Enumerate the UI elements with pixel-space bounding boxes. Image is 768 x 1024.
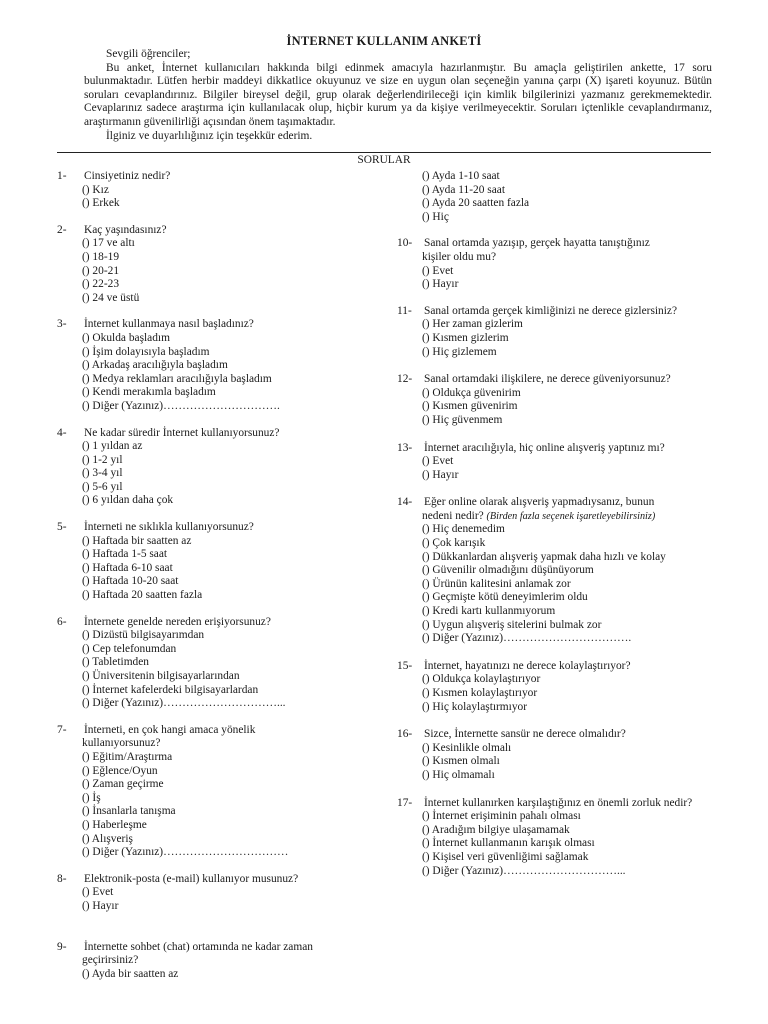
answer-option[interactable]: () 20-21 bbox=[82, 264, 120, 277]
question-text-continuation-label: geçirirsiniz? bbox=[82, 954, 139, 967]
answer-option[interactable]: () Diğer (Yazınız)…………………………... bbox=[422, 864, 626, 877]
question-number: 6- bbox=[57, 615, 67, 628]
answer-option[interactable]: () 5-6 yıl bbox=[82, 480, 123, 493]
intro-block bbox=[84, 48, 712, 143]
answer-option[interactable]: () Alışveriş bbox=[82, 832, 133, 845]
intro-greeting: Sevgili öğrenciler; bbox=[106, 48, 191, 60]
question-spacer bbox=[57, 914, 357, 941]
question-number: 8- bbox=[57, 872, 67, 885]
question-item bbox=[57, 724, 357, 860]
question-spacer bbox=[57, 211, 357, 224]
question-number: 9- bbox=[57, 940, 67, 953]
question-item bbox=[397, 728, 717, 782]
intro-thanks: İlginiz ve duyarlılığınız için teşekkür ederim. bbox=[106, 129, 313, 142]
question-text: İnterneti, en çok hangi amaca yönelik bbox=[84, 723, 256, 736]
answer-option[interactable]: () Haberleşme bbox=[82, 818, 147, 831]
answer-option[interactable]: () Aradığım bilgiye ulaşamamak bbox=[422, 823, 570, 836]
question-text: İnternet aracılığıyla, hiç online alışveriş yaptınız mı? bbox=[424, 441, 665, 454]
question-text-continuation bbox=[57, 737, 357, 751]
question-number: 3- bbox=[57, 318, 67, 331]
answer-option[interactable]: () İnternet kafelerdeki bilgisayarlardan bbox=[82, 683, 259, 696]
answer-option[interactable]: () Ayda 11-20 saat bbox=[422, 183, 505, 196]
question-spacer bbox=[57, 860, 357, 873]
question-item bbox=[57, 873, 357, 914]
question-number: 11- bbox=[397, 304, 412, 317]
question-text-continuation bbox=[397, 510, 717, 524]
question-item bbox=[397, 305, 717, 359]
answer-option[interactable]: () 1 yıldan az bbox=[82, 440, 143, 453]
question-header bbox=[57, 873, 357, 887]
question-text: Sanal ortamdaki ilişkilere, ne derece güveniyorsunuz? bbox=[424, 373, 671, 386]
answer-option[interactable]: () Haftada 1-5 saat bbox=[82, 548, 168, 561]
answer-option[interactable]: () Dizüstü bilgisayarımdan bbox=[82, 629, 205, 642]
question-text: İnternet, hayatınızı ne derece kolaylaştırıyor? bbox=[424, 659, 631, 672]
answer-option[interactable]: () Ayda bir saatten az bbox=[82, 967, 179, 980]
question-text: Sizce, İnternette sansür ne derece olmalıdır? bbox=[424, 728, 626, 741]
answer-option[interactable]: () Oldukça kolaylaştırıyor bbox=[422, 673, 541, 686]
question-text: Ne kadar süredir İnternet kullanıyorsunuz? bbox=[84, 426, 280, 439]
answer-option[interactable]: () Zaman geçirme bbox=[82, 778, 164, 791]
question-text: İnternette sohbet (chat) ortamında ne kadar zaman bbox=[84, 940, 313, 953]
question-spacer bbox=[397, 224, 717, 237]
answer-option[interactable]: () 3-4 yıl bbox=[82, 467, 123, 480]
answer-option[interactable]: () Diğer (Yazınız)…………………………... bbox=[82, 697, 286, 710]
answer-option[interactable]: () Hiç gizlemem bbox=[422, 345, 497, 358]
question-text: Eğer online olarak alışveriş yapmadıysanız, bunun bbox=[424, 496, 655, 509]
answer-option[interactable]: () Güvenilir olmadığını düşünüyorum bbox=[422, 564, 594, 577]
answer-option[interactable]: () Kişisel veri güvenliğimi sağlamak bbox=[422, 850, 589, 863]
question-header bbox=[57, 170, 357, 184]
question-text: İnternet kullanırken karşılaştığınız en önemli zorluk nedir? bbox=[424, 796, 693, 809]
answer-option[interactable]: () Hayır bbox=[82, 899, 119, 912]
answer-option[interactable]: () Üniversitenin bilgisayarlarından bbox=[82, 670, 240, 682]
left-question-column bbox=[57, 170, 357, 981]
answer-option[interactable]: () Hiç olmamalı bbox=[422, 768, 495, 781]
question-text-continuation bbox=[57, 954, 357, 968]
question-header bbox=[397, 373, 717, 387]
question-item bbox=[397, 373, 717, 427]
answer-option[interactable]: () Eğitim/Araştırma bbox=[82, 750, 173, 763]
answer-option[interactable]: () Hiç bbox=[422, 210, 449, 223]
question-text: Sanal ortamda gerçek kimliğinizi ne derece gizlersiniz? bbox=[424, 304, 678, 317]
section-divider bbox=[57, 152, 711, 153]
answer-option[interactable]: () İnsanlarla tanışma bbox=[82, 805, 176, 818]
question-text: Cinsiyetiniz nedir? bbox=[84, 170, 171, 182]
answer-option[interactable]: () İnternet erişiminin pahalı olması bbox=[422, 810, 581, 823]
answer-option[interactable]: () Geçmişte kötü deneyimlerim oldu bbox=[422, 591, 588, 604]
question-number: 1- bbox=[57, 170, 67, 182]
question-spacer bbox=[57, 414, 357, 427]
answer-option[interactable]: () Hayır bbox=[422, 468, 459, 481]
question-text: Sanal ortamda yazışıp, gerçek hayatta tanıştığınız bbox=[424, 237, 650, 250]
question-header bbox=[57, 224, 357, 238]
answer-option[interactable]: () İş bbox=[82, 791, 101, 804]
question-header bbox=[397, 660, 717, 674]
question-item bbox=[57, 427, 357, 509]
page-title: İNTERNET KULLANIM ANKETİ bbox=[286, 34, 482, 48]
answer-option[interactable]: () Ayda 1-10 saat bbox=[422, 170, 500, 182]
answer-option[interactable]: () Ayda 20 saatten fazla bbox=[422, 197, 530, 210]
answer-option[interactable]: () Ürünün kalitesini anlamak zor bbox=[422, 577, 571, 590]
question-text: Elektronik-posta (e-mail) kullanıyor musunuz? bbox=[84, 872, 299, 885]
question-header bbox=[397, 797, 717, 811]
answer-option[interactable]: () Kısmen güvenirim bbox=[422, 400, 518, 413]
answer-option[interactable]: () Çok karışık bbox=[422, 537, 486, 550]
answer-option[interactable]: () 1-2 yıl bbox=[82, 453, 123, 466]
answer-option[interactable]: () Erkek bbox=[82, 197, 120, 210]
answer-option[interactable]: () Diğer (Yazınız)……………………………. bbox=[422, 632, 632, 645]
answer-option[interactable]: () Evet bbox=[422, 455, 454, 468]
question-spacer bbox=[397, 482, 717, 496]
question-spacer bbox=[397, 292, 717, 305]
answer-option[interactable]: () İşim dolayısıyla başladım bbox=[82, 345, 210, 358]
answer-option[interactable]: () Haftada bir saatten az bbox=[82, 534, 192, 547]
question-item bbox=[57, 521, 357, 603]
question-header bbox=[57, 427, 357, 441]
question-item bbox=[397, 170, 717, 224]
question-spacer bbox=[397, 359, 717, 373]
question-header bbox=[57, 724, 357, 738]
question-text: İnterneti ne sıklıkla kullanıyorsunuz? bbox=[84, 521, 254, 534]
answer-option[interactable]: () Kendi merakımla başladım bbox=[82, 386, 216, 399]
answer-option[interactable]: () Haftada 6-10 saat bbox=[82, 561, 173, 574]
question-spacer bbox=[57, 603, 357, 616]
question-item bbox=[397, 442, 717, 483]
question-item bbox=[57, 616, 357, 711]
question-text-continuation-label: kullanıyorsunuz? bbox=[82, 737, 161, 750]
question-text: İnternet kullanmaya nasıl başladınız? bbox=[84, 318, 254, 331]
answer-option[interactable]: () 17 ve altı bbox=[82, 237, 135, 250]
question-header bbox=[397, 442, 717, 456]
answer-option[interactable]: () Hiç denemedim bbox=[422, 523, 505, 536]
answer-option[interactable]: () Hayır bbox=[422, 278, 459, 291]
question-header bbox=[57, 521, 357, 535]
answer-option[interactable]: () Medya reklamları aracılığıyla başladım bbox=[82, 372, 272, 385]
answer-option[interactable]: () 22-23 bbox=[82, 278, 120, 291]
answer-option[interactable]: () Hiç güvenmem bbox=[422, 413, 503, 426]
question-number: 10- bbox=[397, 237, 413, 250]
question-spacer bbox=[57, 508, 357, 521]
question-number: 2- bbox=[57, 223, 67, 236]
answer-option[interactable]: () Hiç kolaylaştırmıyor bbox=[422, 700, 528, 713]
question-header bbox=[397, 305, 717, 319]
question-item bbox=[397, 660, 717, 714]
question-header bbox=[397, 237, 717, 251]
answer-option[interactable]: () 24 ve üstü bbox=[82, 291, 140, 304]
answer-option[interactable]: () Dükkanlardan alışveriş yapmak daha hızlı ve kolay bbox=[422, 550, 666, 563]
question-item bbox=[397, 797, 717, 879]
question-spacer bbox=[397, 428, 717, 442]
answer-option[interactable]: () Uygun alışveriş sitelerini bulmak zor bbox=[422, 618, 602, 631]
question-header bbox=[397, 728, 717, 742]
answer-option[interactable]: () Okulda başladım bbox=[82, 331, 170, 344]
question-header bbox=[397, 496, 717, 510]
question-spacer bbox=[57, 711, 357, 724]
answer-option[interactable]: () Arkadaş aracılığıyla başladım bbox=[82, 359, 228, 372]
answer-option[interactable]: () Evet bbox=[82, 886, 114, 899]
answer-option[interactable]: () Evet bbox=[422, 264, 454, 277]
answer-option[interactable]: () Eğlence/Oyun bbox=[82, 764, 158, 777]
question-header bbox=[57, 941, 357, 955]
question-spacer bbox=[57, 305, 357, 318]
question-text-continuation-label: kişiler oldu mu? bbox=[422, 250, 497, 263]
answer-option[interactable]: () Haftada 10-20 saat bbox=[82, 575, 179, 588]
question-note: (Birden fazla seçenek işaretleyebilirsiniz) bbox=[486, 510, 656, 522]
answer-option[interactable]: () Kredi kartı kullanmıyorum bbox=[422, 605, 556, 618]
answer-option[interactable]: () 6 yıldan daha çok bbox=[82, 494, 174, 507]
question-number: 7- bbox=[57, 723, 67, 736]
answer-option[interactable]: () Her zaman gizlerim bbox=[422, 318, 523, 331]
question-item bbox=[397, 496, 717, 646]
section-heading: SORULAR bbox=[357, 154, 411, 166]
question-number: 4- bbox=[57, 426, 67, 439]
question-spacer bbox=[397, 714, 717, 728]
question-number: 5- bbox=[57, 521, 67, 534]
answer-option[interactable]: () Kısmen kolaylaştırıyor bbox=[422, 687, 538, 699]
question-number: 14- bbox=[397, 496, 413, 509]
question-header bbox=[57, 318, 357, 332]
answer-option[interactable]: () Haftada 20 saatten fazla bbox=[82, 589, 203, 602]
question-item bbox=[57, 318, 357, 413]
question-number: 13- bbox=[397, 441, 413, 454]
answer-option[interactable]: () İnternet kullanmanın karışık olması bbox=[422, 837, 595, 850]
question-item bbox=[57, 170, 357, 211]
question-number: 17- bbox=[397, 796, 413, 809]
answer-option[interactable]: () Kısmen olmalı bbox=[422, 755, 500, 768]
answer-option[interactable]: () Kesinlikle olmalı bbox=[422, 741, 512, 754]
intro-body: Bu anket, İnternet kullanıcıları hakkında bilgi edinmek amacıyla hazırlanmıştır. Bu amaçla geliştirilen ankette, 17 soru bulunmaktadır. Lütfen herbir maddeyi dikkatlice okuyunuz ve size en uygun olan seçeneğin yanına çarpı (X) işareti koyunuz. Bütün soruları cevaplandırınız. Bilgiler bireysel değil, grup olarak değerlendirileceği için kimlik bilgilerinizi yazmanız gerekmemektedir. Cevaplarınız sadece araştırma için kullanılacak olup, hiçbir kurum ya da kişiye verilmeyecektir. Soruları içtenlikle cevaplandırmanız, araştırmanın güvenilirliği açısından önem taşımaktadır. bbox=[84, 61, 712, 128]
answer-option[interactable]: () Oldukça güvenirim bbox=[422, 386, 521, 399]
answer-option[interactable]: () Tabletimden bbox=[82, 656, 149, 669]
question-text: Kaç yaşındasınız? bbox=[84, 223, 167, 236]
question-header bbox=[57, 616, 357, 630]
question-item bbox=[397, 237, 717, 291]
question-text-continuation bbox=[397, 251, 717, 265]
answer-option[interactable]: () 18-19 bbox=[82, 250, 120, 263]
question-text: İnternete genelde nereden erişiyorsunuz? bbox=[84, 615, 271, 628]
answer-option[interactable]: () Diğer (Yazınız)…………………………. bbox=[82, 399, 280, 412]
question-spacer bbox=[397, 783, 717, 797]
question-item bbox=[57, 224, 357, 306]
question-number: 16- bbox=[397, 728, 413, 741]
answer-option[interactable]: () Cep telefonumdan bbox=[82, 642, 177, 655]
answer-option[interactable]: () Kız bbox=[82, 183, 109, 196]
right-question-column bbox=[397, 170, 717, 878]
question-number: 15- bbox=[397, 659, 413, 672]
question-spacer bbox=[397, 646, 717, 660]
question-text-continuation-label: nedeni nedir? bbox=[422, 509, 484, 522]
question-item bbox=[57, 941, 357, 982]
answer-option[interactable]: () Diğer (Yazınız)…………………………… bbox=[82, 846, 289, 859]
question-number: 12- bbox=[397, 373, 413, 386]
answer-option[interactable]: () Kısmen gizlerim bbox=[422, 331, 509, 344]
